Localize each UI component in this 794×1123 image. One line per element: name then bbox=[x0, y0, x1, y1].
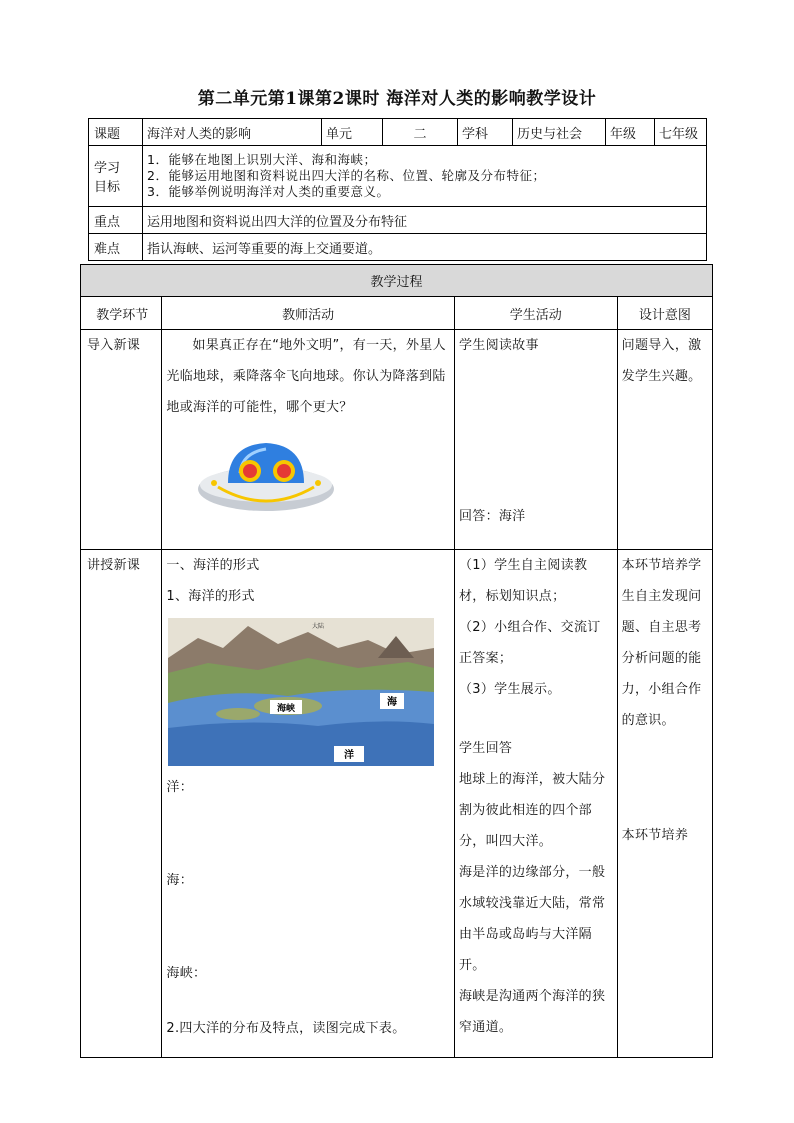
question-strait: 海峡： bbox=[166, 966, 207, 981]
topic-value: 海洋对人类的影响 bbox=[143, 119, 322, 146]
subject-value: 历史与社会 bbox=[513, 119, 606, 146]
student-answer: 回答：海洋 bbox=[458, 509, 526, 524]
difficulty-value: 指认海峡、运河等重要的海上交通要道。 bbox=[143, 234, 707, 261]
goals-label-line2: 目标 bbox=[94, 180, 121, 195]
col-teacher: 教师活动 bbox=[162, 297, 455, 330]
goals-label-line1: 学习 bbox=[94, 161, 121, 176]
goals-label bbox=[89, 146, 143, 207]
student-answer-ocean: 地球上的海洋，被大陆分割为彼此相连的四个部分，叫四大洋。 bbox=[458, 772, 606, 849]
design-intent: 问题导入，激发学生兴趣。 bbox=[617, 330, 712, 550]
strait-label: 海峡 bbox=[277, 704, 296, 714]
intent-text: 本环节培养学生自主发现问题、自主思考分析问题的能力，小组合作的意识。 bbox=[621, 558, 702, 728]
section-heading: 一、海洋的形式 bbox=[166, 558, 260, 573]
subject-label: 学科 bbox=[458, 119, 513, 146]
grade-value: 七年级 bbox=[655, 119, 707, 146]
goal-item: 3．能够举例说明海洋对人类的重要意义。 bbox=[147, 184, 390, 199]
stage-name: 导入新课 bbox=[81, 330, 162, 550]
continent-label: 大陆 bbox=[312, 623, 325, 630]
student-step: （1）学生自主阅读教材，标划知识点； bbox=[458, 558, 588, 604]
topic-label: 课题 bbox=[89, 119, 143, 146]
key-value: 运用地图和资料说出四大洋的位置及分布特征 bbox=[143, 207, 707, 234]
student-answer-strait: 海峡是沟通两个海洋的狭窄通道。 bbox=[458, 989, 606, 1035]
question-ocean: 洋： bbox=[166, 780, 194, 795]
stage-name: 讲授新课 bbox=[81, 550, 162, 1058]
ocean-label: 洋 bbox=[344, 750, 355, 761]
student-answer-heading: 学生回答 bbox=[458, 741, 513, 756]
col-student: 学生活动 bbox=[454, 297, 617, 330]
student-answer-sea: 海是洋的边缘部分，一般水域较浅靠近大陆，常常由半岛或岛屿与大洋隔开。 bbox=[458, 865, 606, 973]
sea-label: 海 bbox=[387, 697, 398, 708]
intro-question: 如果真正存在“地外文明”，有一天，外星人光临地球，乘降落伞飞向地球。你认为降落到陆地或海洋的可能性，哪个更大？ bbox=[166, 338, 446, 415]
sea-landscape-image bbox=[168, 618, 434, 766]
col-stage: 教学环节 bbox=[81, 297, 162, 330]
grade-label: 年级 bbox=[606, 119, 655, 146]
intent-text-continued: 本环节培养 bbox=[621, 828, 689, 843]
lesson-info-table bbox=[88, 118, 707, 261]
ocean-distribution-task: 2.四大洋的分布及特点，读图完成下表。 bbox=[166, 1021, 406, 1036]
student-step: （3）学生展示。 bbox=[458, 682, 561, 697]
ufo-image bbox=[196, 437, 336, 517]
design-intent bbox=[617, 550, 712, 1058]
page-title: 第二单元第1课第2课时 海洋对人类的影响教学设计 bbox=[197, 89, 597, 109]
student-activity bbox=[454, 330, 617, 550]
goal-item: 1．能够在地图上识别大洋、海和海峡； bbox=[147, 152, 377, 167]
col-intent: 设计意图 bbox=[617, 297, 712, 330]
teacher-activity bbox=[162, 330, 455, 550]
teaching-process-table bbox=[80, 264, 713, 1058]
student-read-story: 学生阅读故事 bbox=[458, 338, 539, 353]
key-label: 重点 bbox=[89, 207, 143, 234]
student-step: （2）小组合作、交流订正答案； bbox=[458, 620, 601, 666]
unit-value: 二 bbox=[383, 119, 458, 146]
difficulty-label: 难点 bbox=[89, 234, 143, 261]
question-sea: 海： bbox=[166, 873, 194, 888]
student-activity bbox=[454, 550, 617, 1058]
goals-list bbox=[143, 146, 707, 207]
process-header: 教学过程 bbox=[81, 265, 713, 297]
unit-label: 单元 bbox=[322, 119, 383, 146]
teacher-activity bbox=[162, 550, 455, 1058]
subsection-heading: 1、海洋的形式 bbox=[166, 589, 255, 604]
goal-item: 2．能够运用地图和资料说出四大洋的名称、位置、轮廓及分布特征； bbox=[147, 168, 546, 183]
